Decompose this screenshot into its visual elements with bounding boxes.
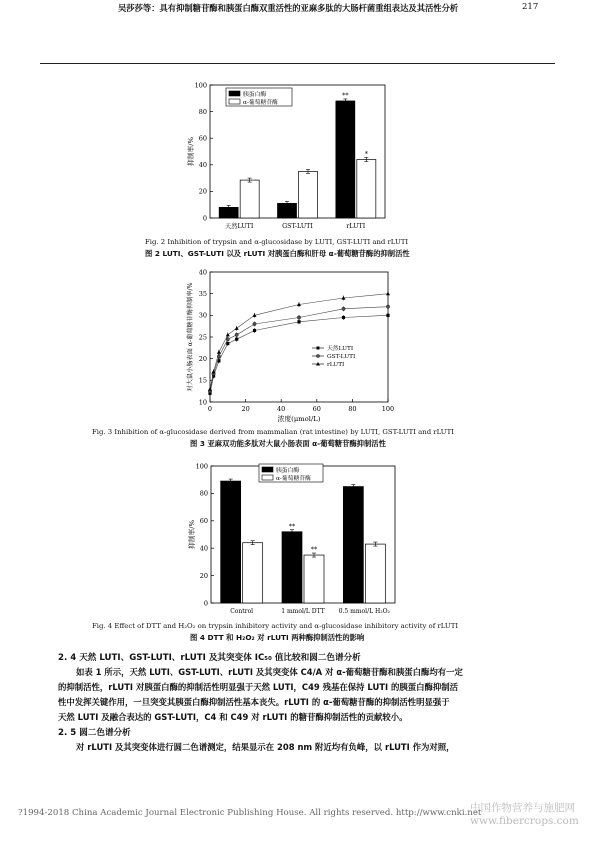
legend-swatch xyxy=(262,475,273,480)
fig2-caption-cn: 图 2 LUTI、GST-LUTI 以及 rLUTI 对胰蛋白酶和肝母 α-葡萄糖苷酶的抑制活性 xyxy=(145,249,410,258)
data-point xyxy=(235,338,238,341)
fig4-caption-cn: 图 4 DTT 和 H₂O₂ 对 rLUTI 两种酶抑制活性的影响 xyxy=(190,633,365,642)
glucosidase-bar xyxy=(299,171,318,218)
trypsin-bar xyxy=(282,532,302,603)
data-point xyxy=(235,333,238,336)
legend-swatch xyxy=(229,91,240,96)
legend-label: GST-LUTI xyxy=(327,354,356,360)
y-axis-label: 抑制率/% xyxy=(188,519,196,550)
category-label: rLUTI xyxy=(346,223,366,230)
y-tick-label: 20 xyxy=(199,571,208,580)
y-tick-label: 40 xyxy=(199,544,208,553)
y-tick-label: 0 xyxy=(203,599,208,608)
page-number: 217 xyxy=(522,2,539,12)
y-tick-label: 80 xyxy=(199,489,208,498)
section-2-5-line: 对 rLUTI 及其突变体进行圆二色谱测定，结果显示在 208 nm 附近均有负峰，以 rLUTI 作为对照， xyxy=(76,742,455,752)
watermark-line: www.fibercrops.com xyxy=(470,815,579,827)
fig4-caption-en: Fig. 4 Effect of DTT and H₂O₂ on trypsin inhibitory activity and α-glucosidase inhibitory activity of rLUTI xyxy=(92,622,459,630)
data-point xyxy=(386,292,390,296)
section-2-4-title: 2. 4 天然 LUTI、GST-LUTI、rLUTI 及其突变体 IC₅₀ 值比较和圆二色谱分析 xyxy=(58,653,361,663)
y-tick-label: 30 xyxy=(198,311,207,320)
y-tick-label: 60 xyxy=(198,134,207,143)
data-point xyxy=(226,342,229,345)
legend-label: rLUTI xyxy=(327,362,345,368)
category-label: GST-LUTI xyxy=(282,223,313,230)
fig2-caption-en: Fig. 2 Inhibition of trypsin and α-glucosidase by LUTI, GST-LUTI and rLUTI xyxy=(145,238,409,246)
data-point xyxy=(386,314,389,317)
data-point xyxy=(342,307,345,310)
x-tick-label: 100 xyxy=(381,405,395,413)
legend-swatch xyxy=(229,99,240,104)
x-tick-label: 40 xyxy=(277,405,286,413)
significance-mark: ** xyxy=(310,545,318,554)
x-tick-label: 60 xyxy=(312,405,321,413)
legend-label: α-葡萄糖苷酶 xyxy=(243,100,278,106)
section-2-4-line: 的抑制活性，rLUTI 对胰蛋白酶的抑制活性明显强于天然 LUTI，C49 残基在保持 LUTI 的胰蛋白酶抑制活 xyxy=(58,682,459,692)
y-tick-label: 100 xyxy=(194,81,207,90)
data-point xyxy=(253,322,256,325)
trypsin-bar xyxy=(343,487,363,603)
significance-mark: ** xyxy=(288,522,296,531)
legend-marker xyxy=(316,354,319,357)
header-rule xyxy=(40,63,555,64)
y-tick-label: 40 xyxy=(198,268,207,277)
x-tick-label: 20 xyxy=(241,405,250,413)
copyright-footer: ?1994-2018 China Academic Journal Electronic Publishing House. All rights reserved. http://www.cnki.net xyxy=(18,808,482,818)
section-2-4-line: 性中发挥关键作用，一旦突变其胰蛋白酶抑制活性基本丧失。rLUTI 的 α-葡萄糖苷酶的抑制活性明显强于 xyxy=(58,697,450,707)
y-tick-label: 100 xyxy=(195,462,208,471)
y-tick-label: 20 xyxy=(198,354,207,363)
glucosidase-bar xyxy=(240,180,259,218)
data-point xyxy=(342,316,345,319)
y-tick-label: 40 xyxy=(198,161,207,170)
glucosidase-bar xyxy=(365,544,385,603)
chart-legend xyxy=(259,464,323,482)
category-label: 1 mmol/L DTT xyxy=(281,608,325,615)
data-point xyxy=(226,333,230,337)
glucosidase-bar xyxy=(243,543,263,603)
glucosidase-bar xyxy=(304,555,324,603)
watermark-line: 中国作物营养与施肥网 xyxy=(470,802,575,814)
legend-label: 天然LUTI xyxy=(327,346,354,352)
trypsin-bar xyxy=(278,203,297,218)
y-tick-label: 15 xyxy=(198,376,207,385)
data-point xyxy=(386,305,389,308)
section-2-5-title: 2. 5 圆二色谱分析 xyxy=(58,728,131,738)
y-tick-label: 80 xyxy=(198,107,207,116)
fig4-chart xyxy=(175,456,415,621)
trypsin-bar xyxy=(221,481,241,603)
glucosidase-bar xyxy=(357,159,376,218)
significance-mark: ** xyxy=(342,91,349,100)
data-point xyxy=(297,320,300,323)
fig3-caption-cn: 图 3 亚麻双功能多肽对大鼠小肠表面 α-葡萄糖苷酶抑制活性 xyxy=(190,439,386,448)
data-point xyxy=(217,350,221,354)
y-tick-label: 25 xyxy=(198,333,207,342)
data-point xyxy=(297,316,300,319)
y-tick-label: 20 xyxy=(198,187,207,196)
trypsin-bar xyxy=(336,101,355,218)
category-label: 天然LUTI xyxy=(224,223,254,230)
data-point xyxy=(235,326,239,330)
fig3-chart xyxy=(182,264,395,424)
x-tick-label: 80 xyxy=(348,405,357,413)
site-watermark xyxy=(470,802,579,828)
y-tick-label: 60 xyxy=(199,517,208,526)
fig3-caption-en: Fig. 3 Inhibition of α-glucosidase derived from mammalian (rat intestine) by LUTI, GST-LUTI and rLUTI xyxy=(92,428,454,436)
legend-label: 胰蛋白酶 xyxy=(276,468,300,474)
data-point xyxy=(253,329,256,332)
chart-legend xyxy=(226,88,292,106)
category-label: 0.5 mmol/L H₂O₂ xyxy=(338,608,390,615)
data-point xyxy=(226,337,229,340)
y-axis-label: 对大鼠小肠表面 α-葡萄糖苷酶抑制率/% xyxy=(187,282,194,392)
y-tick-label: 35 xyxy=(198,289,207,298)
legend-label: 胰蛋白酶 xyxy=(243,92,267,98)
fig2-chart xyxy=(150,70,410,235)
running-header xyxy=(0,0,595,18)
legend-marker xyxy=(317,347,320,350)
legend-label: α-葡萄糖苷酶 xyxy=(276,476,311,482)
y-tick-label: 0 xyxy=(202,214,207,223)
significance-mark: * xyxy=(364,149,368,158)
y-tick-label: 10 xyxy=(198,398,207,407)
category-label: Control xyxy=(230,608,254,615)
section-2-4-line: 天然 LUTI 及融合表达的 GST-LUTI，C4 和 C49 对 rLUTI 的糖苷酶抑制活性的贡献较小。 xyxy=(58,712,408,722)
legend-swatch xyxy=(262,467,273,472)
running-title: 吴莎莎等：具有抑制糖苷酶和胰蛋白酶双重活性的亚麻多肽的大肠杆菌重组表达及其活性分析 xyxy=(118,3,459,13)
section-2-4-line: 如表 1 所示，天然 LUTI、GST-LUTI、rLUTI 及其突变体 C4/A 对 α-葡萄糖苷酶和胰蛋白酶均有一定 xyxy=(76,667,463,677)
y-axis-label: 抑制率/% xyxy=(187,136,195,167)
chart-legend xyxy=(312,344,355,368)
x-tick-label: 0 xyxy=(207,405,213,413)
x-axis-label: 浓度(μmol/L) xyxy=(277,415,321,423)
